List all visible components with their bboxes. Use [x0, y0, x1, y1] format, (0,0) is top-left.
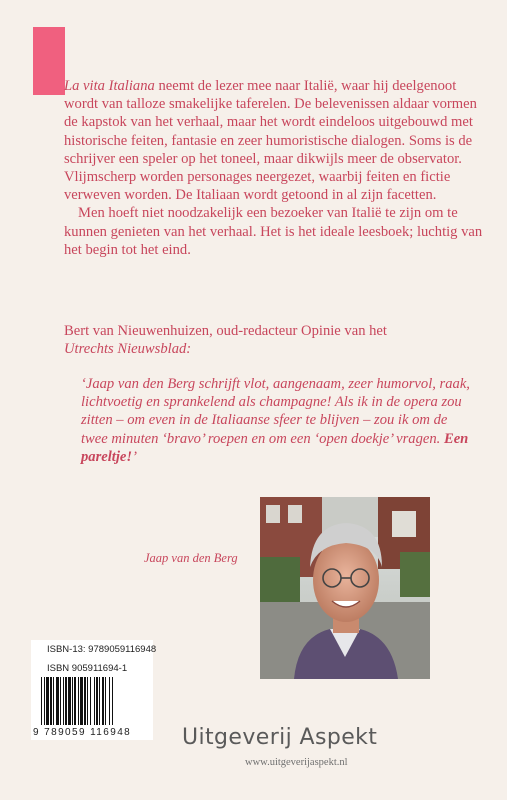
barcode-bar	[65, 677, 67, 725]
isbn-13-label: ISBN-13: 9789059116948	[47, 644, 157, 655]
barcode-bar	[41, 677, 42, 725]
barcode-bar	[78, 677, 79, 725]
barcode-bar	[44, 677, 45, 725]
author-portrait-image	[260, 497, 430, 679]
barcode-bar	[53, 677, 54, 725]
barcode-bar	[56, 677, 59, 725]
quote-text: ‘Jaap van den Berg schrijft vlot, aangenaam, zeer humorvol, raak, lichtvoetig en sprankelend als champagne! Als ik in de opera zou zitten – om even in de Italiaanse sfeer te blijven – zou ik om de twee minuten ‘bravo’ roepen en om een ‘open doekje’ vragen.	[81, 376, 470, 447]
blurb-paragraph-1-text: neemt de lezer mee naar Italië, waar hij deelgenoot wordt van talloze smakelijke taferelen. De belevenissen aldaar vormen de kapstok van het verhaal, maar het wordt eindeloos uitgebouwd met historische feiten, fantasie en zeer humoristische dialogen. Soms is de schrijver een speler op het toneel, maar dikwijls meer de observator. Vlijmscherp worden personages neergezet, waarbij feiten en fictie verweven worden. De Italiaan wordt getoond in al zijn facetten.	[64, 78, 477, 204]
barcode-bar	[46, 677, 49, 725]
blurb	[64, 77, 484, 259]
book-title: La vita Italiana	[64, 78, 155, 94]
quote-emphasis: Een pareltje!	[81, 430, 469, 465]
barcode-bar	[112, 677, 113, 725]
barcode-bar	[80, 677, 83, 725]
blurb-paragraph-1	[64, 77, 484, 204]
pink-accent-block	[33, 27, 65, 95]
author-photo	[260, 497, 430, 679]
barcode-bar	[109, 677, 110, 725]
barcode-bar	[94, 677, 95, 725]
review-quote	[81, 375, 471, 466]
barcode-bar	[74, 677, 76, 725]
barcode-bar	[96, 677, 98, 725]
author-photo-caption: Jaap van den Berg	[144, 551, 238, 565]
barcode-bar	[72, 677, 73, 725]
barcode-bar	[87, 677, 88, 725]
barcode-bar	[105, 677, 106, 725]
barcode-bar	[50, 677, 52, 725]
barcode-bar	[68, 677, 71, 725]
barcode-bar	[99, 677, 100, 725]
barcode-bar	[84, 677, 86, 725]
blurb-paragraph-2: Men hoeft niet noodzakelijk een bezoeker van Italië te zijn om te kunnen genieten van het verhaal. Het is het ideale leesboek; luchtig van het begin tot het eind.	[64, 205, 483, 258]
reviewer-line: Bert van Nieuwenhuizen, oud-redacteur Opinie van het	[64, 323, 387, 339]
isbn-10-label: ISBN 905911694-1	[47, 663, 128, 674]
barcode-number: 9 789059 116948	[33, 727, 132, 738]
quote-close: ’	[132, 448, 137, 465]
barcode-bar	[102, 677, 104, 725]
publisher-url: www.uitgeverijaspekt.nl	[245, 757, 348, 768]
barcode-bar	[90, 677, 91, 725]
barcode-icon	[39, 677, 149, 727]
publisher-name: Uitgeverij Aspekt	[182, 725, 378, 750]
reviewer-attribution	[64, 322, 484, 358]
barcode-bar	[63, 677, 64, 725]
barcode-bar	[60, 677, 61, 725]
reviewer-newspaper: Utrechts Nieuwsblad:	[64, 341, 192, 358]
